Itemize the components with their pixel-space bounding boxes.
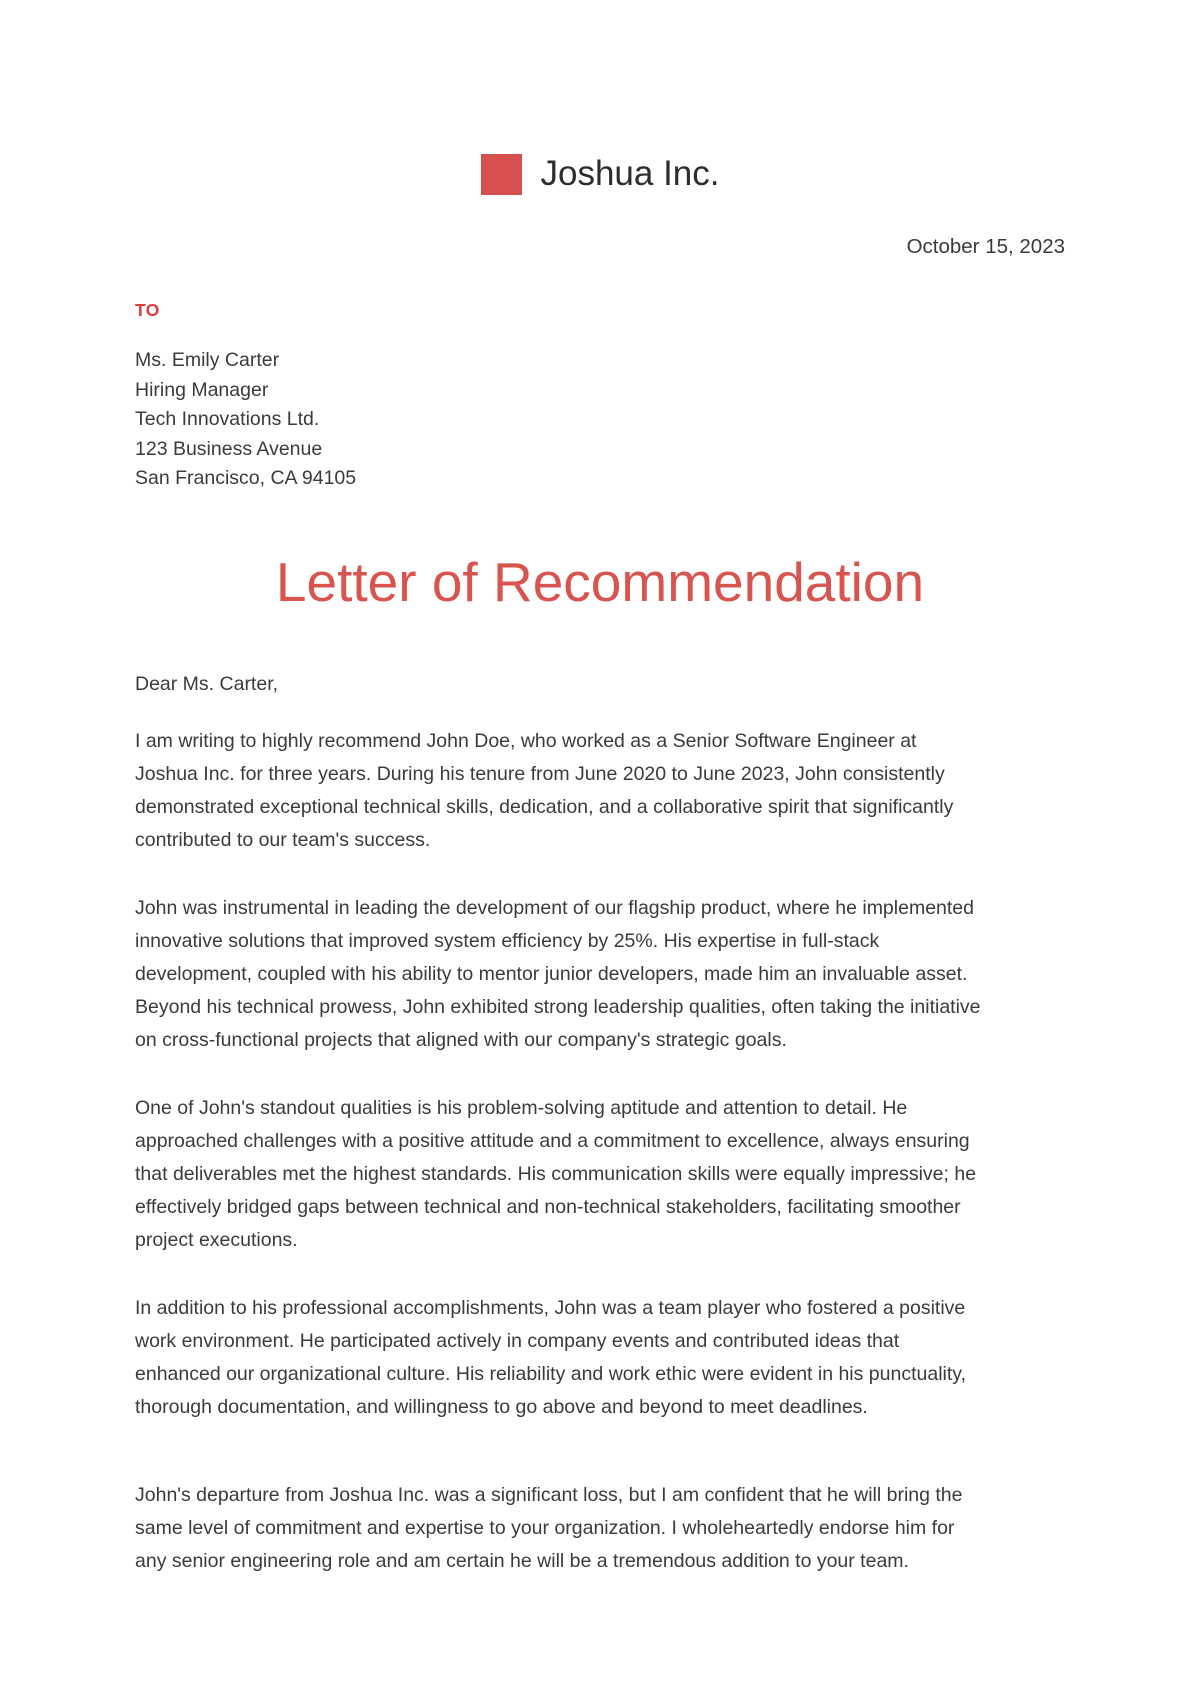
recipient-street: 123 Business Avenue [135,437,323,460]
recipient-address [135,346,1065,494]
recipient-name: Ms. Emily Carter [135,349,280,371]
recipient-role: Hiring Manager [135,378,269,401]
letter-paragraph-2: John was instrumental in leading the development of our flagship product, where he implemented innovative solutions that improved system efficiency by 25%. His expertise in full-stack development, coupled with his ability to mentor junior developers, made him an invaluable asset. Beyond his technical prowess, John exhibited strong leadership qualities, often taking the initiative on cross-functional projects that aligned with our company's strategic goals. [135,896,981,1051]
logo-square-icon [481,154,522,195]
recipient-company: Tech Innovations Ltd. [135,408,320,430]
letter-date: October 15, 2023 [906,235,1065,258]
letter-paragraph-5: John's departure from Joshua Inc. was a significant loss, but I am confident that he will bring the same level of commitment and expertise to your organization. I wholeheartedly endorse him for any senior engineering role and am certain he will be a tremendous addition to your team. [135,1483,963,1572]
company-logo [135,150,1065,198]
recipient-label: TO [135,300,160,320]
letter-paragraph-4: In addition to his professional accomplishments, John was a team player who fostered a positive work environment. He participated actively in company events and contributed ideas that enhanced our organizational culture. His reliability and work ethic were evident in his punctuality, thorough documentation, and willingness to go above and beyond to meet deadlines. [135,1296,967,1418]
letter-title: Letter of Recommendation [275,550,925,613]
recipient-city: San Francisco, CA 94105 [135,467,357,489]
company-name: Joshua Inc. [540,154,720,193]
letter-paragraph-1: I am writing to highly recommend John Doe, who worked as a Senior Software Engineer at Joshua Inc. for three years. During his tenure from June 2020 to June 2023, John consistently demonstrated exceptional technical skills, dedication, and a collaborative spirit that significantly contributed to our team's success. [135,729,954,851]
salutation: Dear Ms. Carter, [135,672,279,695]
letter-paragraph-3: One of John's standout qualities is his problem-solving aptitude and attention to detail. He approached challenges with a positive attitude and a commitment to excellence, always ensuring that deliverables met the highest standards. His communication skills were equally impressive; he effectively bridged gaps between technical and non-technical stakeholders, facilitating smoother project executions. [135,1096,977,1251]
